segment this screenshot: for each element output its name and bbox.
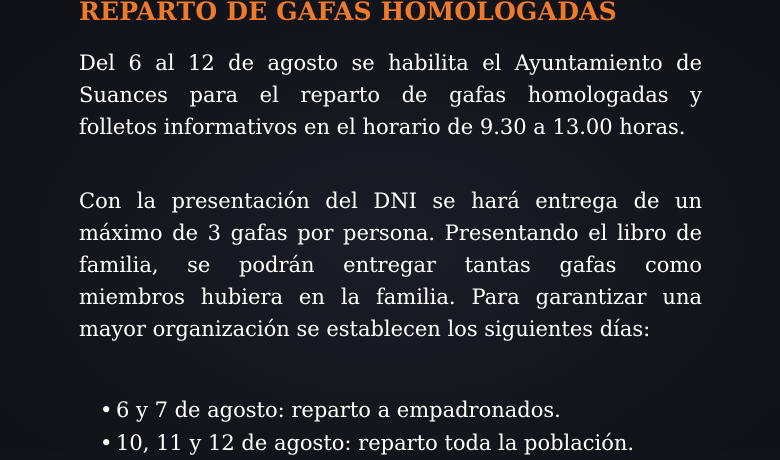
paragraph-1-line: Del 6 al 12 de agosto se habilita el Ayuntamiento de (79, 51, 702, 75)
bullet-icon: • (100, 398, 113, 422)
paragraph-1-line: Suances para el reparto de gafas homologadas y (79, 83, 702, 107)
list-item (100, 427, 634, 460)
notice-title: REPARTO DE GAFAS HOMOLOGADAS (79, 0, 617, 26)
paragraph-2-line: Con la presentación del DNI se hará entrega de un (79, 189, 702, 213)
list-item (100, 394, 634, 427)
paragraph-2-line: mayor organización se establecen los siguientes días: (79, 317, 651, 341)
paragraph-2-line: máximo de 3 gafas por persona. Presentando el libro de (79, 221, 702, 245)
paragraph-2-line: familia, se podrán entregar tantas gafas como (79, 253, 702, 277)
list-item-text: 10, 11 y 12 de agosto: reparto toda la población. (116, 431, 635, 455)
schedule-list (100, 394, 634, 460)
list-item-text: 6 y 7 de agosto: reparto a empadronados. (116, 398, 561, 422)
info-paragraph-1 (79, 47, 702, 143)
info-paragraph-2 (79, 185, 702, 345)
paragraph-2-line: miembros hubiera en la familia. Para garantizar una (79, 285, 702, 309)
bullet-icon: • (100, 431, 113, 455)
paragraph-1-line: folletos informativos en el horario de 9.30 a 13.00 horas. (79, 115, 686, 139)
